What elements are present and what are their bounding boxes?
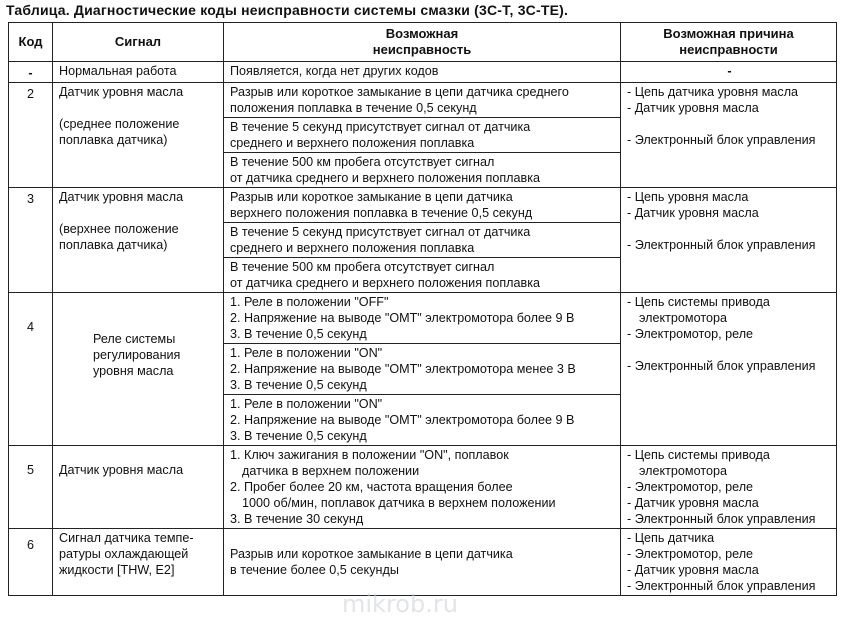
code-cell: 6 [9,529,53,596]
watermark: mikrob.ru [342,590,458,618]
header-row [9,23,837,62]
code-cell: 2 [9,83,53,188]
signal-cell: Датчик уровня масла [53,446,224,529]
cause-cell: - Цепь системы привода электромотора - Электромотор, реле - Электронный блок управления [621,293,837,446]
fault-cell: В течение 5 секунд присутствует сигнал от датчика среднего и верхнего положения поплавка [224,223,621,258]
diagnostic-codes-table [8,22,837,596]
fault-cell: Появляется, когда нет других кодов [224,62,621,83]
signal-cell: Датчик уровня масла (среднее положение поплавка датчика) [53,83,224,188]
header-cause: Возможная причина неисправности [621,23,837,62]
fault-cell: Разрыв или короткое замыкание в цепи датчика верхнего положения поплавка в течение 0,5 секунд [224,188,621,223]
fault-cell: В течение 5 секунд присутствует сигнал от датчика среднего и верхнего положения поплавка [224,118,621,153]
cause-cell: - Цепь системы привода электромотора - Электромотор, реле - Датчик уровня масла - Электронный блок управления [621,446,837,529]
table-row [9,529,837,596]
cause-cell: - Цепь уровня масла - Датчик уровня масла - Электронный блок управления [621,188,837,293]
code-cell: 3 [9,188,53,293]
header-signal: Сигнал [53,23,224,62]
fault-cell: Разрыв или короткое замыкание в цепи датчика в течение более 0,5 секунды [224,529,621,596]
table-row [9,83,837,118]
table-row [9,446,837,529]
signal-cell: Реле системы регулирования уровня масла [53,293,224,446]
fault-cell: В течение 500 км пробега отсутствует сигнал от датчика среднего и верхнего положения поплавка [224,153,621,188]
code-cell: 5 [9,446,53,529]
table-row [9,188,837,223]
code-cell: 4 [9,293,53,446]
table-title: Таблица. Диагностические коды неисправности системы смазки (3С-Т, 3С-ТЕ). [6,2,569,18]
cause-cell: - Цепь датчика уровня масла - Датчик уровня масла - Электронный блок управления [621,83,837,188]
fault-cell: В течение 500 км пробега отсутствует сигнал от датчика среднего и верхнего положения поплавка [224,258,621,293]
fault-cell: 1. Реле в положении "OFF" 2. Напряжение на выводе "OMT" электромотора более 9 В 3. В течение 0,5 секунд [224,293,621,344]
fault-cell: 1. Реле в положении "ON" 2. Напряжение на выводе "OMT" электромотора более 9 В 3. В течение 0,5 секунд [224,395,621,446]
signal-cell: Нормальная работа [53,62,224,83]
fault-cell: 1. Реле в положении "ON" 2. Напряжение на выводе "OMT" электромотора менее 3 В 3. В течение 0,5 секунд [224,344,621,395]
table-row [9,293,837,344]
code-cell: - [9,62,53,83]
signal-cell: Датчик уровня масла (верхнее положение поплавка датчика) [53,188,224,293]
cause-cell: - Цепь датчика - Электромотор, реле - Датчик уровня масла - Электронный блок управления [621,529,837,596]
fault-cell: Разрыв или короткое замыкание в цепи датчика среднего положения поплавка в течение 0,5 секунд [224,83,621,118]
fault-cell: 1. Ключ зажигания в положении "ON", поплавок датчика в верхнем положении 2. Пробег более 20 км, частота вращения более 1000 об/мин, поплавок датчика в верхнем положении 3. В течение 30 секунд [224,446,621,529]
header-fault: Возможная неисправность [224,23,621,62]
header-code: Код [9,23,53,62]
cause-cell: - [621,62,837,83]
signal-cell: Сигнал датчика темпе- ратуры охлаждающей жидкости [THW, E2] [53,529,224,596]
table-row [9,62,837,83]
